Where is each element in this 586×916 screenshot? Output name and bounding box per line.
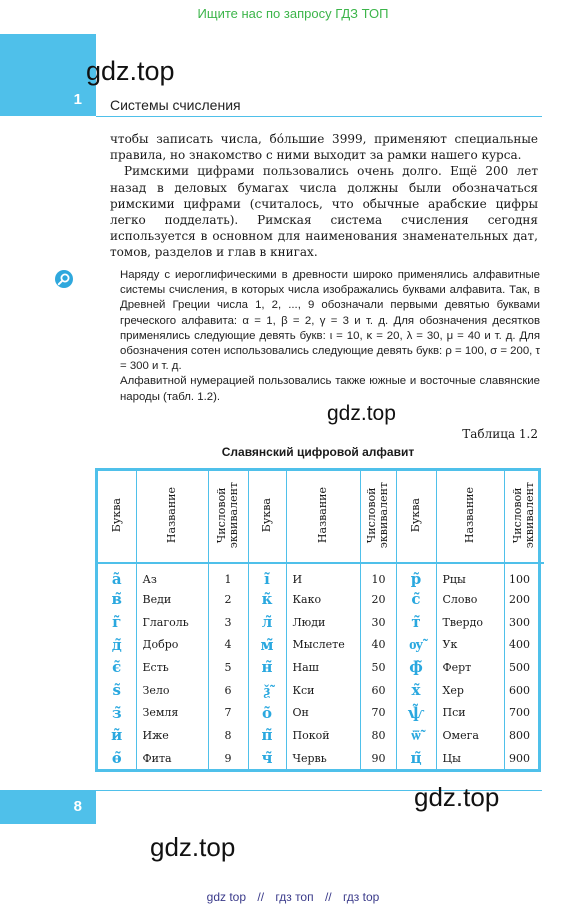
column-header: Название [286,471,360,563]
table-row [98,679,544,702]
watermark: gdz.top [327,402,396,425]
table-title: Славянский цифровой алфавит [221,445,415,459]
numeral-name: Рцы [436,563,504,588]
table-row [98,611,544,634]
numeral-letter: р̃ [396,563,436,588]
numeral-value: 30 [360,611,396,634]
column-header: Числовой эквивалент [360,471,396,563]
numeral-value: 90 [360,747,396,770]
numeral-value: 5 [208,656,248,679]
numeral-letter: т̃ [396,611,436,634]
numeral-letter: н̃ [248,656,286,679]
numeral-name: Твердо [436,611,504,634]
numeral-letter: м̃ [248,633,286,656]
numeral-value: 60 [360,679,396,702]
numeral-letter: с̃ [396,588,436,611]
numeral-letter: д̃ [98,633,136,656]
numeral-value: 2 [208,588,248,611]
numeral-name: Веди [136,588,208,611]
note-paragraph: Наряду с иероглифическими в древности широко применялись алфавитные системы счисления, в которых числа изображались буквами алфавита. Так, в Древней Греции числа 1, 2, ..., 9 обозначали первыми девятью буквами греческого алфавита: α = 1, β = 2, γ = 3 и т. д. Для обозначения десятков применялись следующие девять букв: ι = 10, κ = 20, λ = 30, μ = 40 и т. д. Для обозначения сотен использовались следующие девять букв: ρ = 100, σ = 200, τ = 300 и т. д. [120,269,540,373]
paragraph: Римскими цифрами пользовались очень долго. Ещё 200 лет назад в деловых бумагах числа должны были обозначаться римскими цифрами (считалось, что обычные арабские цифры легко подделать). Римская система счисления сегодня используется в основном для наименования знаменательных дат, томов, разделов и глав в книгах. [110,164,538,260]
numeral-letter: п̃ [248,724,286,747]
numeral-value: 400 [509,638,530,652]
link-gdz-top[interactable]: gdz top [206,890,247,904]
numeral-name: Ферт [436,656,504,679]
numeral-value: 700 [509,706,530,720]
numeral-value: 20 [360,588,396,611]
numeral-letter: є̃ [98,656,136,679]
link-gdz-top-ru[interactable]: гдз топ [275,890,314,904]
magnifier-icon [55,270,73,288]
numeral-name: Наш [286,656,360,679]
table-row [98,633,544,656]
note-paragraph: Алфавитной нумерацией пользовались также южные и восточные славянские народы (табл. 1.2). [120,375,540,403]
numeral-value: 500 [509,660,530,674]
numeral-letter: и̃ [98,724,136,747]
numeral-name: Цы [436,747,504,770]
numeral-letter: о̃ [248,701,286,724]
numeral-value: 3 [208,611,248,634]
numeral-name: Покой [286,724,360,747]
watermark: gdz.top [150,832,236,862]
body-text [110,131,538,261]
numeral-value: 7 [208,701,248,724]
numeral-letter: ц̃ [396,747,436,770]
header-rule [96,116,542,117]
table-row [98,656,544,679]
numeral-name: Хер [436,679,504,702]
chapter-number: 1 [73,91,82,108]
numeral-value: 100 [509,572,530,586]
numeral-value: 40 [360,633,396,656]
numeral-letter: ѕ̃ [98,679,136,702]
column-header: Название [136,471,208,563]
numeral-letter: ф̃ [396,656,436,679]
numeral-name: Како [286,588,360,611]
numeral-name: Добро [136,633,208,656]
numeral-value: 900 [509,751,530,765]
table-row [98,747,544,770]
numeral-value: 600 [509,683,530,697]
numeral-letter: ѹ̃ [396,633,436,656]
numeral-value: 9 [208,747,248,770]
numeral-value: 50 [360,656,396,679]
numeral-name: Мыслете [286,633,360,656]
separator: // [257,890,265,904]
numeral-name: Зело [136,679,208,702]
paragraph: чтобы записать числа, бо́льшие 3999, применяют специальные правила, но знакомство с ними выходит за рамки нашего курса. [110,132,538,163]
numeral-letter: ч̃ [248,747,286,770]
numeral-letter: л̃ [248,611,286,634]
watermark: gdz.top [414,782,500,812]
numeral-name: Люди [286,611,360,634]
numeral-letter: ѿ̃ [396,724,436,747]
numeral-name: Ук [436,633,504,656]
numeral-value: 10 [360,563,396,588]
numeral-name: Кси [286,679,360,702]
numeral-letter: з̃ [98,701,136,724]
column-header: Название [436,471,504,563]
column-header: Буква [396,471,436,563]
numeral-name: Фита [136,747,208,770]
numeral-value: 80 [360,724,396,747]
numeral-value: 1 [208,563,248,588]
note-block [120,268,540,405]
numeral-value: 200 [509,592,530,606]
bottom-links [0,890,586,904]
numeral-letter: ѳ̃ [98,747,136,770]
numeral-value: 8 [208,724,248,747]
column-header: Числовой эквивалент [208,471,248,563]
numeral-name: Есть [136,656,208,679]
numeral-name: Омега [436,724,504,747]
column-header: Числовой эквивалент [504,471,544,563]
numeral-letter: ѱ̃ [396,701,436,724]
numeral-value: 70 [360,701,396,724]
numeral-name: Пси [436,701,504,724]
separator: // [324,890,332,904]
numeral-value: 4 [208,633,248,656]
numeral-name: И [286,563,360,588]
chapter-title: Системы счисления [110,97,241,113]
numeral-letter: в̃ [98,588,136,611]
column-header: Буква [248,471,286,563]
table-row [98,588,544,611]
chapter-tab [0,34,96,116]
table-row [98,701,544,724]
numeral-name: Земля [136,701,208,724]
numeral-letter: г̃ [98,611,136,634]
page-number: 8 [73,798,82,815]
numeral-letter: х̃ [396,679,436,702]
table-caption: Таблица 1.2 [462,427,538,441]
table-row [98,563,544,588]
numeral-letter: ı̃ [248,563,286,588]
slavic-numerals-table [95,468,541,772]
link-gdz-top-mixed[interactable]: гдз top [342,890,380,904]
numeral-name: Иже [136,724,208,747]
table-header-row [98,471,544,563]
column-header: Буква [98,471,136,563]
numeral-value: 300 [509,615,530,629]
numeral-name: Аз [136,563,208,588]
numeral-letter: а̃ [98,563,136,588]
numeral-letter: к̃ [248,588,286,611]
numeral-value: 800 [509,728,530,742]
numeral-letter: ѯ̃ [248,679,286,702]
page-tab [0,790,96,824]
numeral-name: Он [286,701,360,724]
numeral-value: 6 [208,679,248,702]
top-banner[interactable]: Ищите нас по запросу ГДЗ ТОП [197,6,389,21]
numeral-name: Червь [286,747,360,770]
numeral-name: Глаголь [136,611,208,634]
table-row [98,724,544,747]
numeral-name: Слово [436,588,504,611]
watermark: gdz.top [86,56,175,86]
